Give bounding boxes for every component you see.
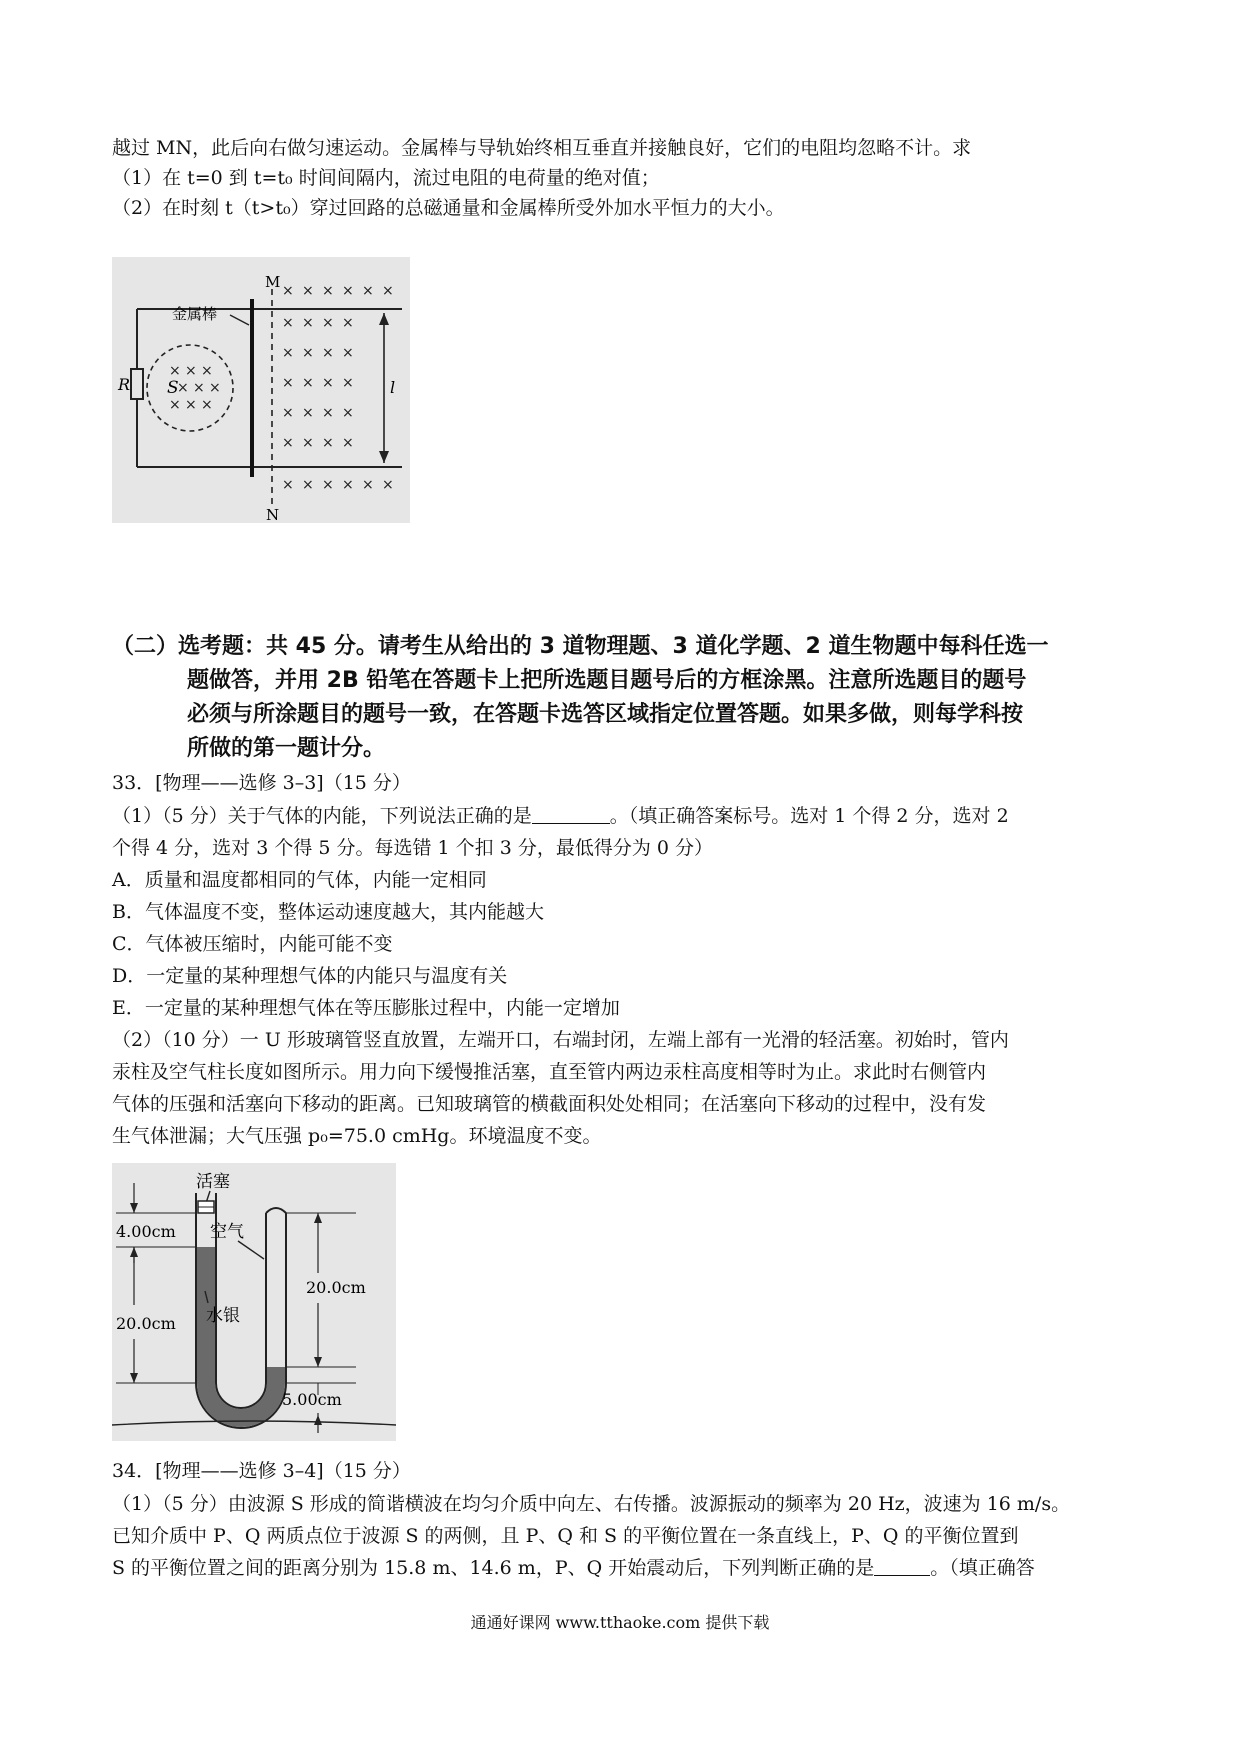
svg-text:×: × bbox=[177, 380, 189, 396]
section2-line2: 题做答，并用 2B 铅笔在答题卡上把所选题目题号后的方框涂黑。注意所选题目的题号 bbox=[187, 668, 1027, 693]
svg-text:×: × bbox=[302, 345, 314, 361]
svg-text:×: × bbox=[322, 283, 334, 299]
section2-line3: 必须与所涂题目的题号一致，在答题卡选答区域指定位置答题。如果多做，则每学科按 bbox=[187, 702, 1024, 727]
svg-text:×: × bbox=[209, 380, 221, 396]
section2-line1: （二）选考题：共 45 分。请考生从给出的 3 道物理题、3 道化学题、2 道生物题中每科任选一 bbox=[112, 634, 1049, 659]
piston-label: 活塞 bbox=[196, 1172, 230, 1192]
q34-line3: S 的平衡位置之间的距离分别为 15.8 m、14.6 m，P、Q 开始震动后，下列判断正确的是 。（填正确答 bbox=[112, 1557, 1035, 1579]
answer-blank bbox=[532, 805, 610, 824]
svg-text:×: × bbox=[302, 283, 314, 299]
svg-text:×: × bbox=[362, 477, 374, 493]
svg-text:×: × bbox=[342, 345, 354, 361]
air-label: 空气 bbox=[210, 1222, 244, 1242]
svg-text:×: × bbox=[282, 405, 294, 421]
svg-text:×: × bbox=[302, 375, 314, 391]
svg-text:×: × bbox=[342, 477, 354, 493]
q34-line1: （1）（5 分）由波源 S 形成的简谐横波在均匀介质中向左、右传播。波源振动的频率为 20 Hz，波速为 16 m/s。 bbox=[112, 1493, 1071, 1515]
svg-text:×: × bbox=[342, 283, 354, 299]
svg-text:×: × bbox=[302, 405, 314, 421]
rod-field-figure bbox=[112, 257, 410, 523]
svg-text:×: × bbox=[322, 315, 334, 331]
svg-text:×: × bbox=[201, 397, 213, 413]
dim-4cm: 4.00cm bbox=[116, 1222, 176, 1241]
q33-part2-line3: 气体的压强和活塞向下移动的距离。已知玻璃管的横截面积处处相同；在活塞向下移动的过程中，没有发 bbox=[112, 1093, 987, 1115]
q33-title: 33．[物理——选修 3–3]（15 分） bbox=[112, 772, 411, 794]
option-b: B．气体温度不变，整体运动速度越大，其内能越大 bbox=[112, 901, 544, 923]
option-a: A．质量和温度都相同的气体，内能一定相同 bbox=[112, 869, 487, 891]
svg-text:×: × bbox=[201, 363, 213, 379]
svg-text:×: × bbox=[342, 405, 354, 421]
svg-text:×: × bbox=[185, 397, 197, 413]
svg-text:×: × bbox=[342, 375, 354, 391]
svg-text:×: × bbox=[282, 477, 294, 493]
q33-part1-line1: （1）（5 分）关于气体的内能，下列说法正确的是 。（填正确答案标号。选对 1 个得 2 分，选对 2 bbox=[112, 805, 1009, 827]
resistor-symbol bbox=[131, 369, 143, 399]
svg-text:×: × bbox=[282, 435, 294, 451]
svg-text:×: × bbox=[382, 477, 394, 493]
mercury-label: 水银 bbox=[206, 1306, 240, 1326]
option-d: D．一定量的某种理想气体的内能只与温度有关 bbox=[112, 965, 508, 987]
q25-line1: 越过 MN，此后向右做匀速运动。金属棒与导轨始终相互垂直并接触良好，它们的电阻均忽略不计。求 bbox=[112, 137, 972, 159]
rod-label: 金属棒 bbox=[172, 305, 218, 323]
dim-5cm: 5.00cm bbox=[282, 1390, 342, 1409]
q25-sub2: （2）在时刻 t（t>t₀）穿过回路的总磁通量和金属棒所受外加水平恒力的大小。 bbox=[112, 197, 785, 219]
label-M: M bbox=[265, 273, 281, 291]
svg-text:×: × bbox=[322, 405, 334, 421]
label-S: S bbox=[167, 378, 179, 398]
svg-text:×: × bbox=[169, 363, 181, 379]
q33-part2-line4: 生气体泄漏；大气压强 p₀=75.0 cmHg。环境温度不变。 bbox=[112, 1125, 602, 1147]
answer-blank bbox=[874, 1557, 930, 1576]
dim-20cm-left: 20.0cm bbox=[116, 1314, 176, 1333]
svg-text:×: × bbox=[322, 435, 334, 451]
q34-line2: 已知介质中 P、Q 两质点位于波源 S 的两侧，且 P、Q 和 S 的平衡位置在一条直线上，P、Q 的平衡位置到 bbox=[112, 1525, 1019, 1547]
svg-text:×: × bbox=[193, 380, 205, 396]
label-N: N bbox=[266, 506, 280, 523]
option-c: C．气体被压缩时，内能可能不变 bbox=[112, 933, 393, 955]
svg-text:×: × bbox=[342, 435, 354, 451]
option-e: E．一定量的某种理想气体在等压膨胀过程中，内能一定增加 bbox=[112, 997, 620, 1019]
svg-text:×: × bbox=[169, 397, 181, 413]
q33-part2-line2: 汞柱及空气柱长度如图所示。用力向下缓慢推活塞，直至管内两边汞柱高度相等时为止。求此时右侧管内 bbox=[112, 1061, 987, 1083]
uniform-field-crosses bbox=[282, 283, 394, 493]
svg-text:×: × bbox=[342, 315, 354, 331]
svg-text:×: × bbox=[322, 345, 334, 361]
svg-text:×: × bbox=[282, 315, 294, 331]
u-tube-figure bbox=[112, 1163, 396, 1441]
label-R: R bbox=[118, 375, 131, 394]
svg-text:×: × bbox=[302, 315, 314, 331]
q33-part1-line2: 个得 4 分，选对 3 个得 5 分。每选错 1 个扣 3 分，最低得分为 0 分） bbox=[112, 837, 714, 859]
svg-text:×: × bbox=[322, 375, 334, 391]
q34-title: 34．[物理——选修 3–4]（15 分） bbox=[112, 1460, 411, 1482]
svg-text:×: × bbox=[282, 375, 294, 391]
dim-20cm-right: 20.0cm bbox=[306, 1278, 366, 1297]
svg-text:×: × bbox=[185, 363, 197, 379]
svg-text:×: × bbox=[282, 345, 294, 361]
svg-text:×: × bbox=[322, 477, 334, 493]
svg-text:×: × bbox=[282, 283, 294, 299]
svg-text:×: × bbox=[362, 283, 374, 299]
mercury-right bbox=[267, 1367, 285, 1383]
q25-sub1: （1）在 t=0 到 t=t₀ 时间间隔内，流过电阻的电荷量的绝对值； bbox=[112, 167, 660, 189]
svg-text:×: × bbox=[382, 283, 394, 299]
page-footer: 通通好课网 www.tthaoke.com 提供下载 bbox=[470, 1613, 770, 1632]
q33-part2-line1: （2）（10 分）一 U 形玻璃管竖直放置，左端开口，右端封闭，左端上部有一光滑的轻活塞。初始时，管内 bbox=[112, 1029, 1009, 1051]
svg-text:×: × bbox=[302, 435, 314, 451]
svg-text:×: × bbox=[302, 477, 314, 493]
label-l: l bbox=[390, 378, 396, 397]
section2-line4: 所做的第一题计分。 bbox=[187, 736, 386, 761]
